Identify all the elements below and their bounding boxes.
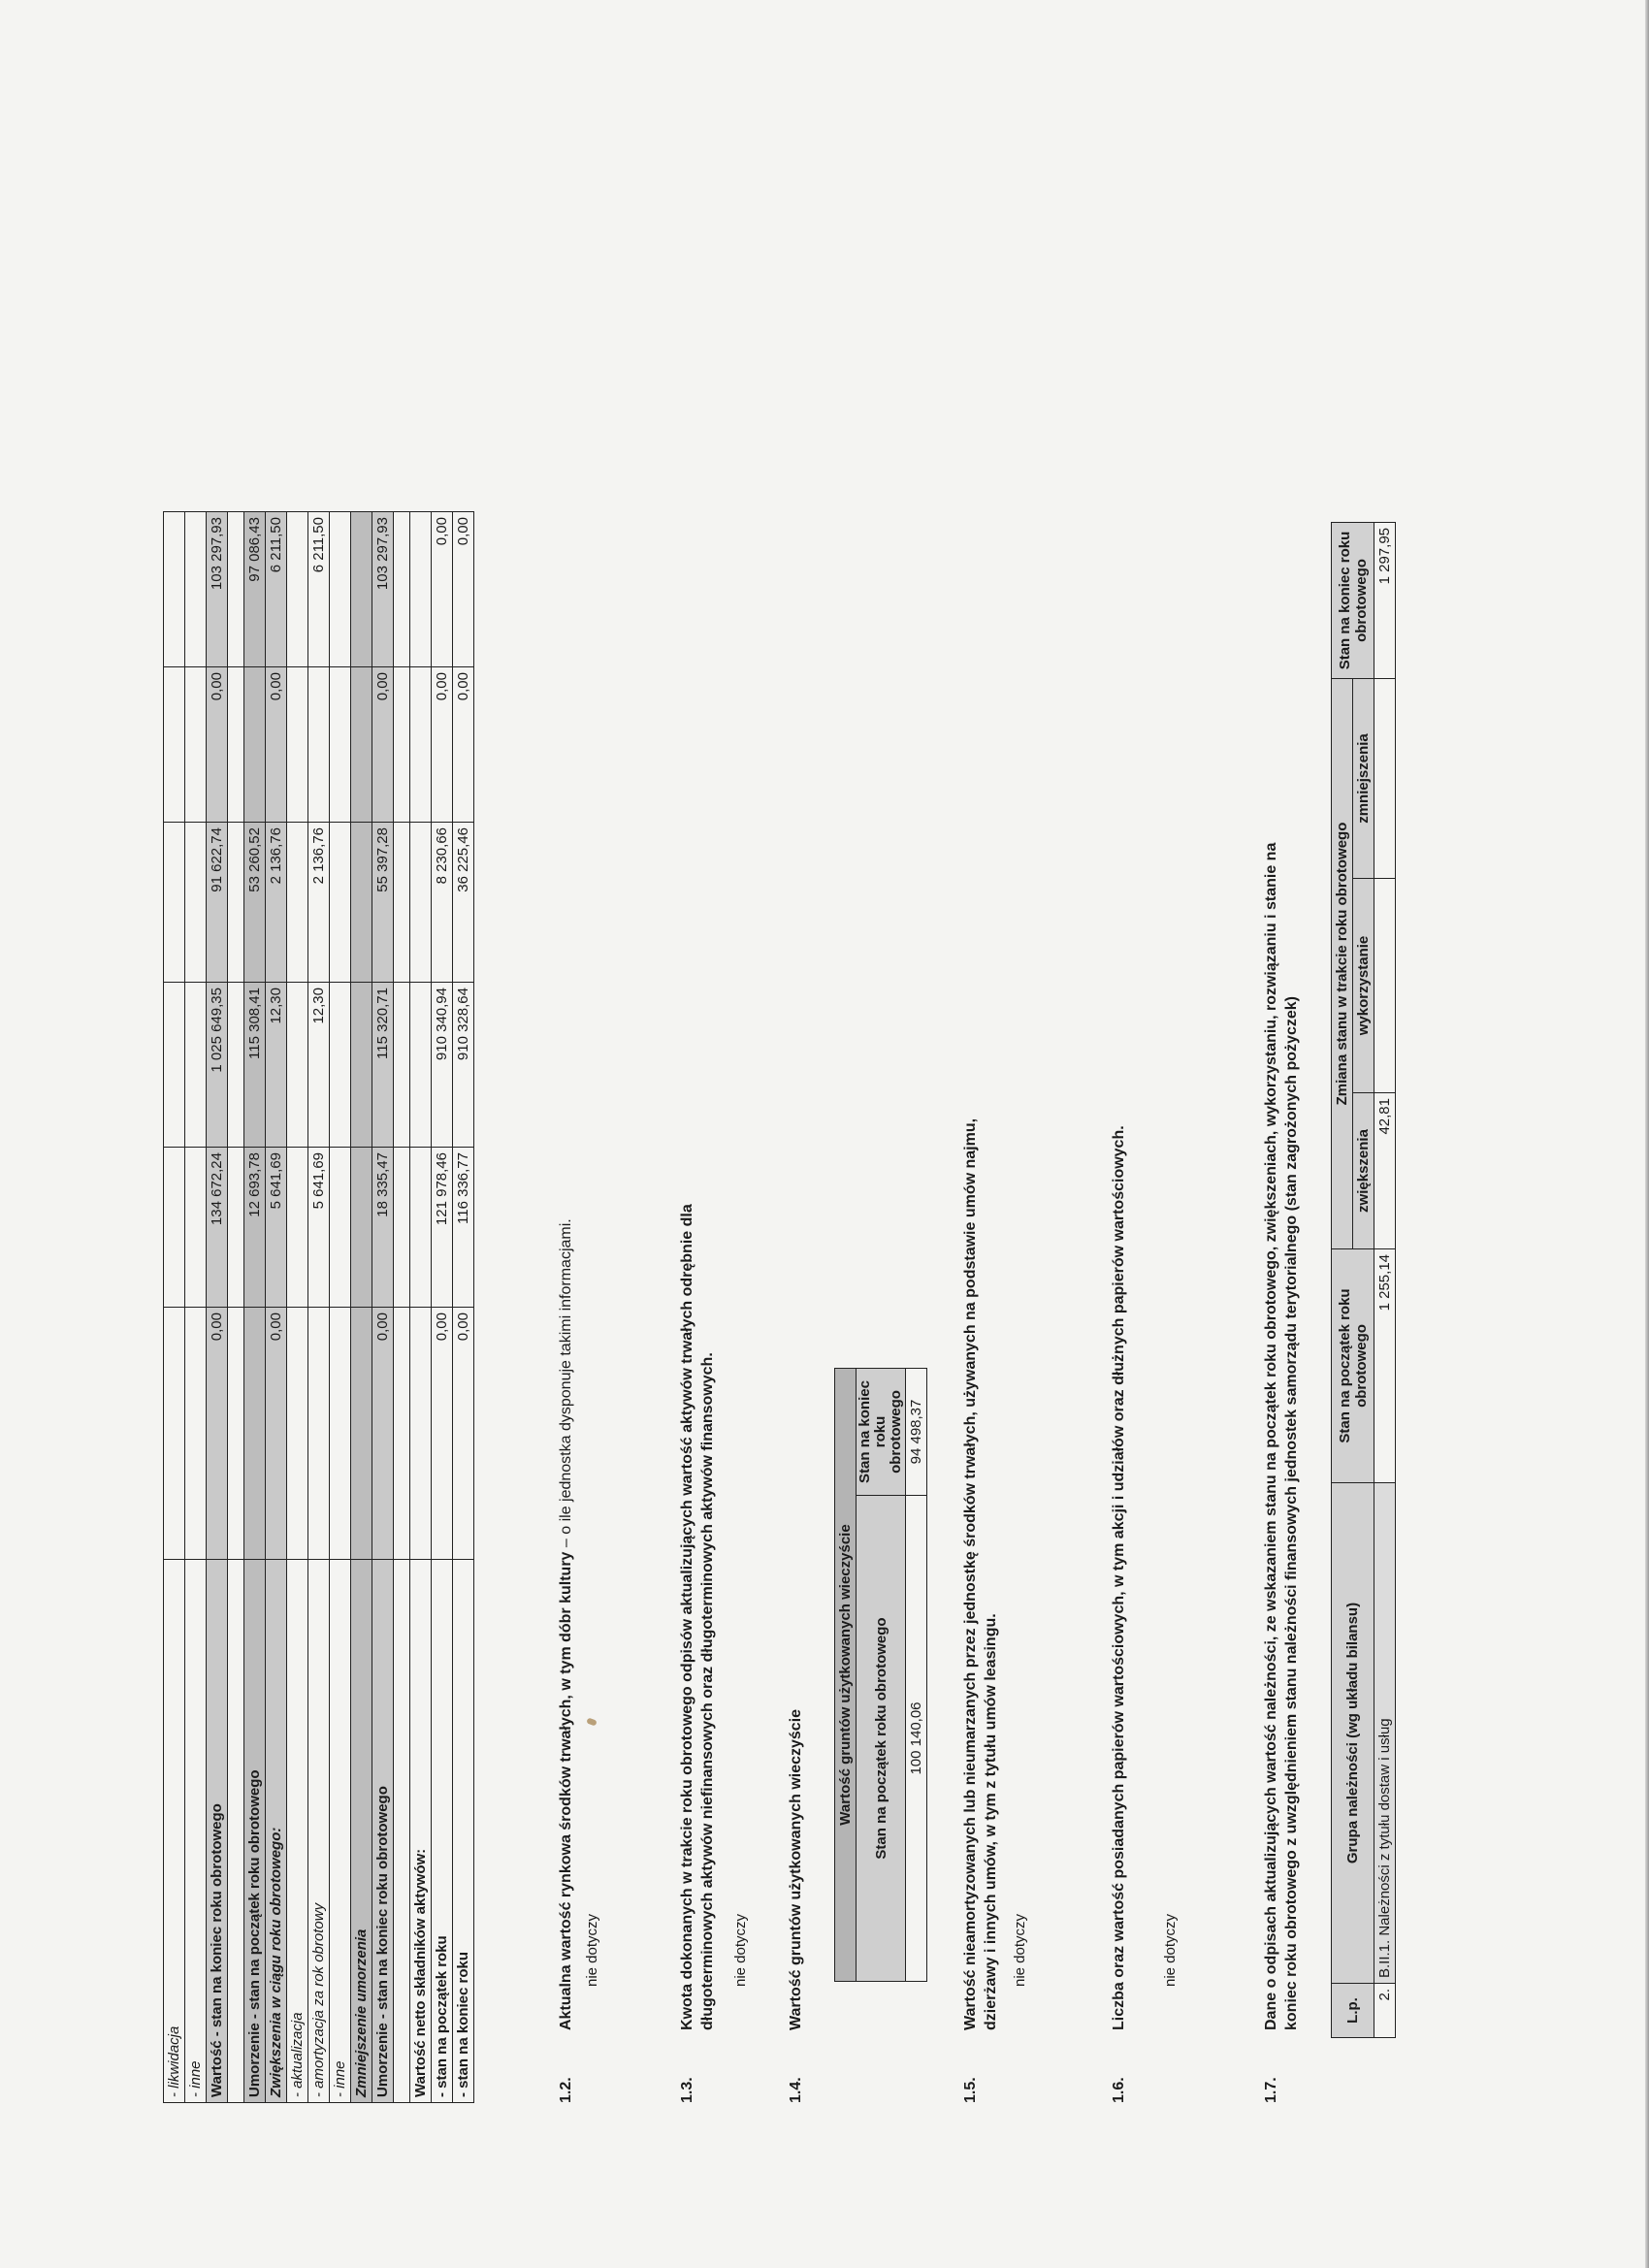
section-1-3-line2: długoterminowych aktywów niefinansowych oraz długoterminowych aktywów finansowych. xyxy=(699,1352,716,2030)
row-value: 0,00 xyxy=(266,1308,287,1560)
table-row xyxy=(453,512,474,2103)
usufruct-col-start: Stan na początek roku obrotowego xyxy=(857,1496,906,1982)
col-lp: L.p. xyxy=(1332,1984,1374,2038)
row-value: 53 260,52 xyxy=(244,823,266,983)
table-row xyxy=(228,512,244,2103)
section-1-4-number: 1.4. xyxy=(788,2077,804,2103)
section-1-2-title-rest: – o ile jednostka dysponuje takimi informacjami. xyxy=(558,1218,574,1552)
usufruct-value-end: 94 498,37 xyxy=(906,1369,927,1496)
row-value xyxy=(394,667,410,823)
row-value xyxy=(351,512,372,667)
row-value: 12 693,78 xyxy=(244,1148,266,1308)
row-value xyxy=(228,1308,244,1560)
row-value: 2 136,76 xyxy=(266,823,287,983)
row-value: 36 225,46 xyxy=(453,823,474,983)
perpetual-usufruct-table xyxy=(834,1368,927,1982)
row-value xyxy=(185,1308,207,1560)
row-label: - likwidacja xyxy=(164,1560,185,2103)
row-value xyxy=(164,983,185,1148)
row-value xyxy=(228,667,244,823)
row-value: 18 335,47 xyxy=(372,1148,394,1308)
row-value: 0,00 xyxy=(372,1308,394,1560)
row-value: 2 136,76 xyxy=(308,823,330,983)
row-value: 910 328,64 xyxy=(453,983,474,1148)
row-value xyxy=(330,512,351,667)
row-value xyxy=(351,983,372,1148)
row-value xyxy=(185,823,207,983)
table-row xyxy=(351,512,372,2103)
row-value xyxy=(164,512,185,667)
row-value: 0,00 xyxy=(453,512,474,667)
section-1-3-note: nie dotyczy xyxy=(732,1913,749,1987)
row-value xyxy=(351,1148,372,1308)
section-1-5-number: 1.5. xyxy=(962,2077,979,2103)
section-1-7-line2: koniec roku obrotowego z uwzględnieniem stanu należności finansowych jednostek samorządu terytorialnego (stan zagrożonych pożyczek) xyxy=(1283,996,1300,2030)
row-group: B.II.1. Należności z tytułu dostaw i usług xyxy=(1374,1483,1396,1984)
row-value xyxy=(394,1148,410,1308)
row-value xyxy=(394,983,410,1148)
row-value xyxy=(330,1148,351,1308)
row-label xyxy=(228,1560,244,2103)
row-value: 0,00 xyxy=(207,1308,228,1560)
row-label: - aktualizacja xyxy=(287,1560,308,2103)
col-start: Stan na początek roku obrotowego xyxy=(1332,1249,1374,1483)
section-1-7-number: 1.7. xyxy=(1263,2077,1279,2103)
row-value: 0,00 xyxy=(266,667,287,823)
table-row xyxy=(410,512,432,2103)
col-increase: zwiększenia xyxy=(1353,1093,1374,1249)
row-value xyxy=(410,823,432,983)
table-row xyxy=(207,512,228,2103)
row-value xyxy=(351,823,372,983)
row-value xyxy=(228,823,244,983)
row-value xyxy=(185,512,207,667)
row-value xyxy=(244,1308,266,1560)
row-value: 103 297,93 xyxy=(372,512,394,667)
row-value: 55 397,28 xyxy=(372,823,394,983)
row-decrease xyxy=(1374,679,1396,879)
row-value: 116 336,77 xyxy=(453,1148,474,1308)
row-value xyxy=(287,667,308,823)
row-start: 1 255,14 xyxy=(1374,1249,1396,1483)
row-label: Umorzenie - stan na początek roku obrotowego xyxy=(244,1560,266,2103)
row-value xyxy=(185,667,207,823)
row-label: Wartość - stan na koniec roku obrotowego xyxy=(207,1560,228,2103)
row-value: 12,30 xyxy=(308,983,330,1148)
table-row xyxy=(1374,523,1396,2038)
row-value xyxy=(394,512,410,667)
row-value xyxy=(330,667,351,823)
row-lp: 2. xyxy=(1374,1984,1396,2038)
row-label: Zwiększenia w ciągu roku obrotowego: xyxy=(266,1560,287,2103)
col-use: wykorzystanie xyxy=(1353,879,1374,1093)
row-value xyxy=(330,1308,351,1560)
row-value: 6 211,50 xyxy=(266,512,287,667)
row-value: 91 622,74 xyxy=(207,823,228,983)
row-label: Zmniejszenie umorzenia xyxy=(351,1560,372,2103)
row-value xyxy=(185,1148,207,1308)
section-1-6-note: nie dotyczy xyxy=(1162,1913,1179,1987)
row-value: 6 211,50 xyxy=(308,512,330,667)
section-1-4-title: Wartość gruntów użytkowanych wieczyście xyxy=(788,1708,804,2030)
row-label: - inne xyxy=(185,1560,207,2103)
section-1-5-line1: Wartość nieamortyzowanych lub nieumarzanych przez jednostkę środków trwałych, używanych na podstawie umów najmu, xyxy=(962,1118,979,2030)
row-value: 8 230,66 xyxy=(432,823,453,983)
row-value: 0,00 xyxy=(432,512,453,667)
col-change: Zmiana stanu w trakcie roku obrotowego xyxy=(1332,679,1353,1249)
row-value xyxy=(330,983,351,1148)
section-1-6-number: 1.6. xyxy=(1111,2077,1127,2103)
scan-edge-shadow xyxy=(1645,0,1649,2268)
usufruct-col-end: Stan na koniec roku obrotowego xyxy=(857,1369,906,1496)
row-value: 1 025 649,35 xyxy=(207,983,228,1148)
table-row xyxy=(330,512,351,2103)
row-end: 1 297,95 xyxy=(1374,523,1396,679)
row-increase: 42,81 xyxy=(1374,1093,1396,1249)
row-value xyxy=(287,983,308,1148)
row-value xyxy=(244,667,266,823)
row-label: - amortyzacja za rok obrotowy xyxy=(308,1560,330,2103)
row-value xyxy=(164,823,185,983)
table-row xyxy=(164,512,185,2103)
row-value xyxy=(287,823,308,983)
row-value xyxy=(308,1308,330,1560)
row-value xyxy=(308,667,330,823)
row-value xyxy=(185,983,207,1148)
section-1-3-line1: Kwota dokonanych w trakcie roku obrotowego odpisów aktualizujących wartość aktywów trwałych odrębnie dla xyxy=(679,1204,695,2030)
usufruct-table-title: Wartość gruntów użytkowanych wieczyście xyxy=(835,1369,857,1982)
table-row xyxy=(287,512,308,2103)
row-value xyxy=(287,1308,308,1560)
section-1-5-line2: dzierżawy i innych umów, w tym z tytułu umów leasingu. xyxy=(983,1613,999,2030)
row-label xyxy=(394,1560,410,2103)
table-row xyxy=(266,512,287,2103)
row-value: 5 641,69 xyxy=(266,1148,287,1308)
row-value xyxy=(394,1308,410,1560)
row-value xyxy=(164,667,185,823)
section-1-2-number: 1.2. xyxy=(558,2077,574,2103)
row-value: 910 340,94 xyxy=(432,983,453,1148)
row-value xyxy=(410,512,432,667)
table-row xyxy=(185,512,207,2103)
table-row xyxy=(244,512,266,2103)
row-label: - stan na koniec roku xyxy=(453,1560,474,2103)
row-label: Wartość netto składników aktywów: xyxy=(410,1560,432,2103)
section-1-3-number: 1.3. xyxy=(679,2077,695,2103)
row-value xyxy=(164,1308,185,1560)
row-value xyxy=(410,667,432,823)
col-decrease: zmniejszenia xyxy=(1353,679,1374,879)
section-1-2-note: nie dotyczy xyxy=(584,1913,600,1987)
section-1-7-line1: Dane o odpisach aktualizujących wartość należności, ze wskazaniem stanu na początek roku obrotowego, zwiększeniach, wykorzystaniu, rozwiązaniu i stanie na xyxy=(1263,842,1279,2030)
row-value xyxy=(410,1308,432,1560)
row-value: 0,00 xyxy=(453,667,474,823)
row-value xyxy=(351,1308,372,1560)
row-value: 134 672,24 xyxy=(207,1148,228,1308)
row-value: 115 320,71 xyxy=(372,983,394,1148)
col-end: Stan na koniec roku obrotowego xyxy=(1332,523,1374,679)
row-value xyxy=(394,823,410,983)
row-value: 12,30 xyxy=(266,983,287,1148)
row-label: - stan na początek roku xyxy=(432,1560,453,2103)
section-1-5-note: nie dotyczy xyxy=(1012,1913,1028,1987)
section-1-2-title xyxy=(558,1218,575,2030)
row-value: 0,00 xyxy=(432,667,453,823)
row-value xyxy=(410,1148,432,1308)
paper-speck xyxy=(586,1717,597,1726)
row-value xyxy=(287,1148,308,1308)
row-value: 0,00 xyxy=(453,1308,474,1560)
row-value xyxy=(228,1148,244,1308)
usufruct-value-start: 100 140,06 xyxy=(906,1496,927,1982)
table-row xyxy=(432,512,453,2103)
row-value xyxy=(287,512,308,667)
section-1-6-title: Liczba oraz wartość posiadanych papierów wartościowych, w tym akcji i udziałów oraz dłużnych papierów wartościowych. xyxy=(1111,1125,1127,2030)
table-row xyxy=(372,512,394,2103)
row-value xyxy=(410,983,432,1148)
table-row xyxy=(394,512,410,2103)
row-value xyxy=(228,512,244,667)
row-value: 97 086,43 xyxy=(244,512,266,667)
row-label: Umorzenie - stan na koniec roku obrotowego xyxy=(372,1560,394,2103)
row-value: 5 641,69 xyxy=(308,1148,330,1308)
col-group: Grupa należności (wg układu bilansu) xyxy=(1332,1483,1374,1984)
row-value: 103 297,93 xyxy=(207,512,228,667)
row-value: 121 978,46 xyxy=(432,1148,453,1308)
row-value xyxy=(228,983,244,1148)
row-value: 0,00 xyxy=(432,1308,453,1560)
row-label: - inne xyxy=(330,1560,351,2103)
table-row xyxy=(308,512,330,2103)
fixed-assets-table xyxy=(163,511,474,2103)
receivables-writeoff-table xyxy=(1331,522,1396,2038)
row-use xyxy=(1374,879,1396,1093)
row-value: 115 308,41 xyxy=(244,983,266,1148)
section-1-2-title-bold: Aktualna wartość rynkowa środków trwałych, w tym dóbr kultury xyxy=(558,1551,574,2030)
row-value: 0,00 xyxy=(207,667,228,823)
row-value xyxy=(164,1148,185,1308)
fixed-assets-grid xyxy=(163,511,474,2103)
row-value: 0,00 xyxy=(372,667,394,823)
row-value xyxy=(330,823,351,983)
row-value xyxy=(351,667,372,823)
